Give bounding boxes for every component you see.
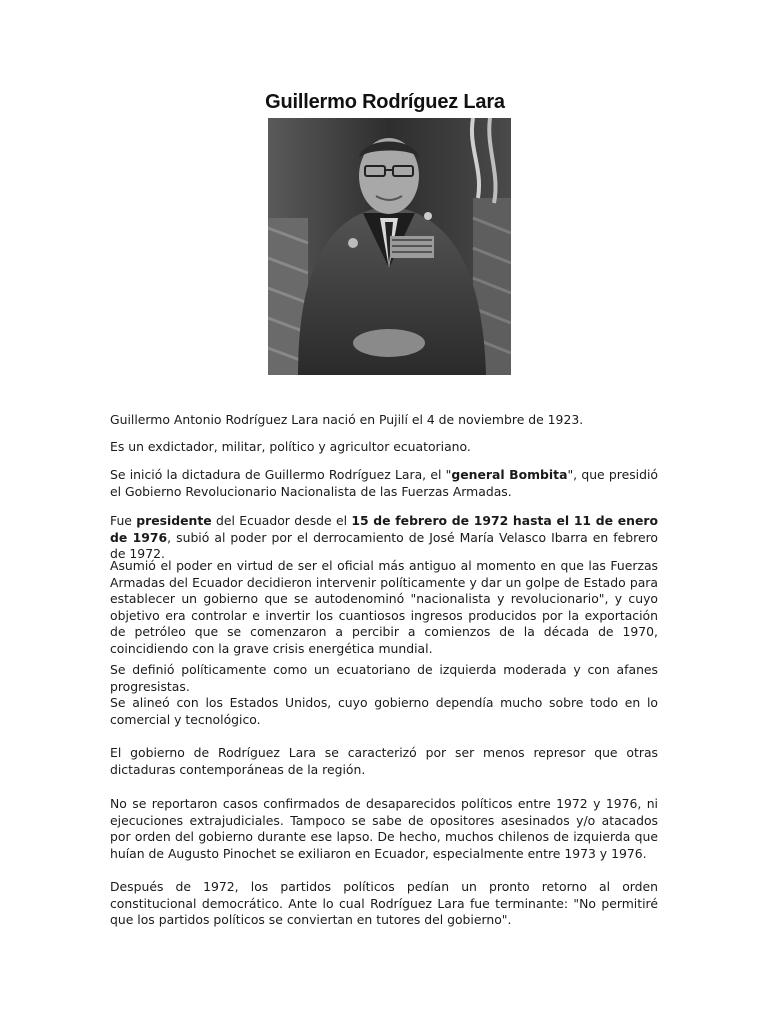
paragraph-dictatorship (110, 467, 658, 500)
figure-title: Guillermo Rodríguez Lara (265, 91, 505, 113)
portrait-figure (258, 86, 512, 376)
bold-dates: 15 de febrero de 1972 hasta el 11 de enero de 1976 (110, 513, 658, 545)
paragraph-repression: El gobierno de Rodríguez Lara se caracterizó por ser menos represor que otras dictaduras contemporáneas de la región. (110, 745, 658, 777)
paragraph-birth: Guillermo Antonio Rodríguez Lara nació en Pujilí el 4 de noviembre de 1923. (110, 412, 584, 427)
paragraph-ideology: Se definió políticamente como un ecuatoriano de izquierda moderada y con afanes progresistas. (110, 662, 658, 694)
text-span: Fue (110, 513, 137, 528)
text-span: Se inició la dictadura de Guillermo Rodríguez Lara, el " (110, 467, 452, 482)
text-span: ", que presidió el Gobierno Revolucionario Nacionalista de las Fuerzas Armadas. (110, 467, 658, 499)
text-span: , subió al poder por el derrocamiento de José María Velasco Ibarra en febrero de 1972. (110, 529, 658, 561)
paragraph-alignment: Se alineó con los Estados Unidos, cuyo gobierno dependía mucho sobre todo en lo comercial y tecnológico. (110, 695, 658, 727)
bold-presidente: presidente (136, 513, 212, 528)
paragraph-presidency (110, 513, 658, 563)
bold-nickname: general Bombita (451, 467, 568, 482)
paragraph-parties: Después de 1972, los partidos políticos pedían un pronto retorno al orden constitucional democrático. Ante lo cual Rodríguez Lara fue terminante: "No permitiré que los partidos políticos se conviertan en tutores del gobierno". (110, 879, 658, 927)
paragraph-human-rights: No se reportaron casos confirmados de desaparecidos políticos entre 1972 y 1976, ni ejecuciones extrajudiciales. Tampoco se sabe de opositores asesinados y/o atacados por orden del gobierno durante ese lapso. De hecho, muchos chilenos de izquierda que huían de Augusto Pinochet se exiliaron en Ecuador, especialmente entre 1973 y 1976. (110, 796, 658, 861)
portrait-photo (268, 118, 511, 375)
paragraph-assumption: Asumió el poder en virtud de ser el oficial más antiguo al momento en que las Fuerzas Armadas del Ecuador decidieron intervenir políticamente y dar un golpe de Estado para establecer un gobierno que se autodenominó "nacionalista y revolucionario", y cuyo objetivo era controlar e invertir los cuantiosos ingresos producidos por la exportación de petróleo que se comenzaron a percibir a comienzos de la década de 1970, coincidiendo con la grave crisis energética mundial. (110, 558, 658, 656)
text-span: del Ecuador desde el (211, 513, 352, 528)
paragraph-occupation: Es un exdictador, militar, político y agricultor ecuatoriano. (110, 439, 471, 454)
